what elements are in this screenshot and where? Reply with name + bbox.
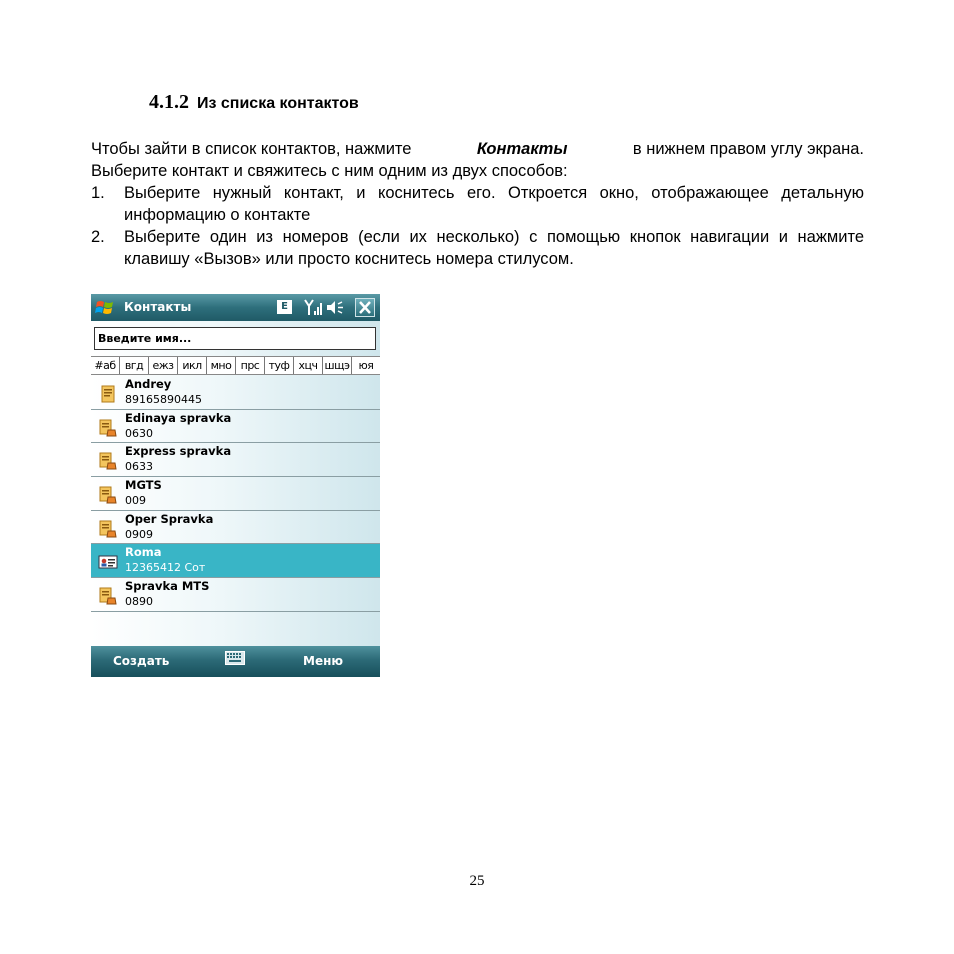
section-title: Из списка контактов [197, 95, 359, 112]
contact-list [91, 376, 380, 612]
search-input[interactable] [94, 327, 376, 350]
contact-number: 009 [125, 494, 146, 508]
list-marker: 1. [91, 184, 105, 202]
contact-name: Oper Spravka [125, 511, 214, 526]
start-flag-icon[interactable] [95, 298, 115, 316]
contact-card-phone-icon [98, 485, 118, 505]
page-number: 25 [469, 873, 485, 889]
contact-row[interactable] [91, 376, 380, 410]
alphabet-tab[interactable]: ежз [149, 357, 178, 374]
alphabet-tab[interactable]: туф [265, 357, 294, 374]
alphabet-tab[interactable]: вгд [120, 357, 149, 374]
volume-icon[interactable] [325, 299, 345, 316]
contact-row-selected[interactable] [91, 544, 380, 578]
contact-number: 0909 [125, 527, 153, 541]
alphabet-tab[interactable]: прс [236, 357, 265, 374]
contact-card-icon [98, 384, 118, 404]
close-icon [356, 299, 374, 316]
intro-line-1: Чтобы зайти в список контактов, нажмите Контакты в нижнем правом углу экрана. [91, 140, 864, 158]
section-heading [149, 91, 359, 114]
steps-list [91, 182, 864, 270]
title-bar [91, 294, 380, 321]
section-number: 4.1.2 [149, 91, 189, 113]
contact-row[interactable] [91, 410, 380, 444]
list-item [91, 226, 864, 270]
network-edge-indicator: E [277, 300, 292, 314]
contact-number: 0633 [125, 460, 153, 474]
keyboard-icon[interactable] [225, 651, 245, 665]
contact-number: 89165890445 [125, 393, 202, 406]
close-button[interactable] [355, 298, 375, 317]
contacts-emphasis: Контакты [476, 140, 568, 158]
list-marker: 2. [91, 228, 105, 246]
contact-card-phone-icon [98, 418, 118, 438]
app-title: Контакты [124, 300, 192, 314]
alphabet-tab[interactable]: шщэ [323, 357, 352, 374]
alphabet-tab[interactable]: юя [358, 359, 374, 372]
contact-name: Edinaya spravka [125, 410, 232, 425]
contact-row[interactable] [91, 443, 380, 477]
alphabet-tab[interactable]: мно [207, 357, 236, 374]
contact-name: Andrey [125, 377, 172, 391]
contact-card-phone-icon [98, 586, 118, 606]
create-softkey[interactable]: Создать [113, 654, 170, 668]
signal-icon[interactable] [303, 298, 323, 317]
list-item [91, 182, 864, 226]
alphabet-tab[interactable]: икл [178, 357, 207, 374]
contact-name: MGTS [125, 478, 162, 493]
contact-name: Roma [125, 545, 162, 560]
contact-number: 12365412 Сот [125, 561, 206, 575]
contact-row[interactable] [91, 511, 380, 545]
contact-name: Spravka MTS [125, 579, 210, 594]
alphabet-tab[interactable]: хцч [294, 357, 323, 374]
contact-number: 0630 [125, 426, 153, 440]
intro-line-2: Выберите контакт и свяжитесь с ним одним из двух способов: [91, 162, 568, 180]
softkey-bar [91, 646, 380, 677]
list-item-text: Выберите один из номеров (если их несколько) с помощью кнопок навигации и нажмите клавишу «Вызов» или просто коснитесь номера стилусом. [124, 228, 864, 268]
contact-row[interactable] [91, 578, 380, 612]
phone-screenshot [91, 294, 380, 677]
contact-number: 0890 [125, 595, 153, 609]
alphabet-tab[interactable]: #аб [91, 357, 120, 374]
menu-softkey[interactable]: Меню [303, 654, 344, 668]
contact-name: Express spravka [125, 444, 232, 459]
contact-vcard-icon [98, 552, 118, 572]
alphabet-filter-bar [91, 356, 380, 375]
intro-paragraph [91, 138, 864, 182]
contact-card-phone-icon [98, 451, 118, 471]
list-item-text: Выберите нужный контакт, и коснитесь его. Откроется окно, отображающее детальную информацию о контакте [124, 184, 864, 224]
contact-card-phone-icon [98, 519, 118, 539]
contact-row[interactable] [91, 477, 380, 511]
